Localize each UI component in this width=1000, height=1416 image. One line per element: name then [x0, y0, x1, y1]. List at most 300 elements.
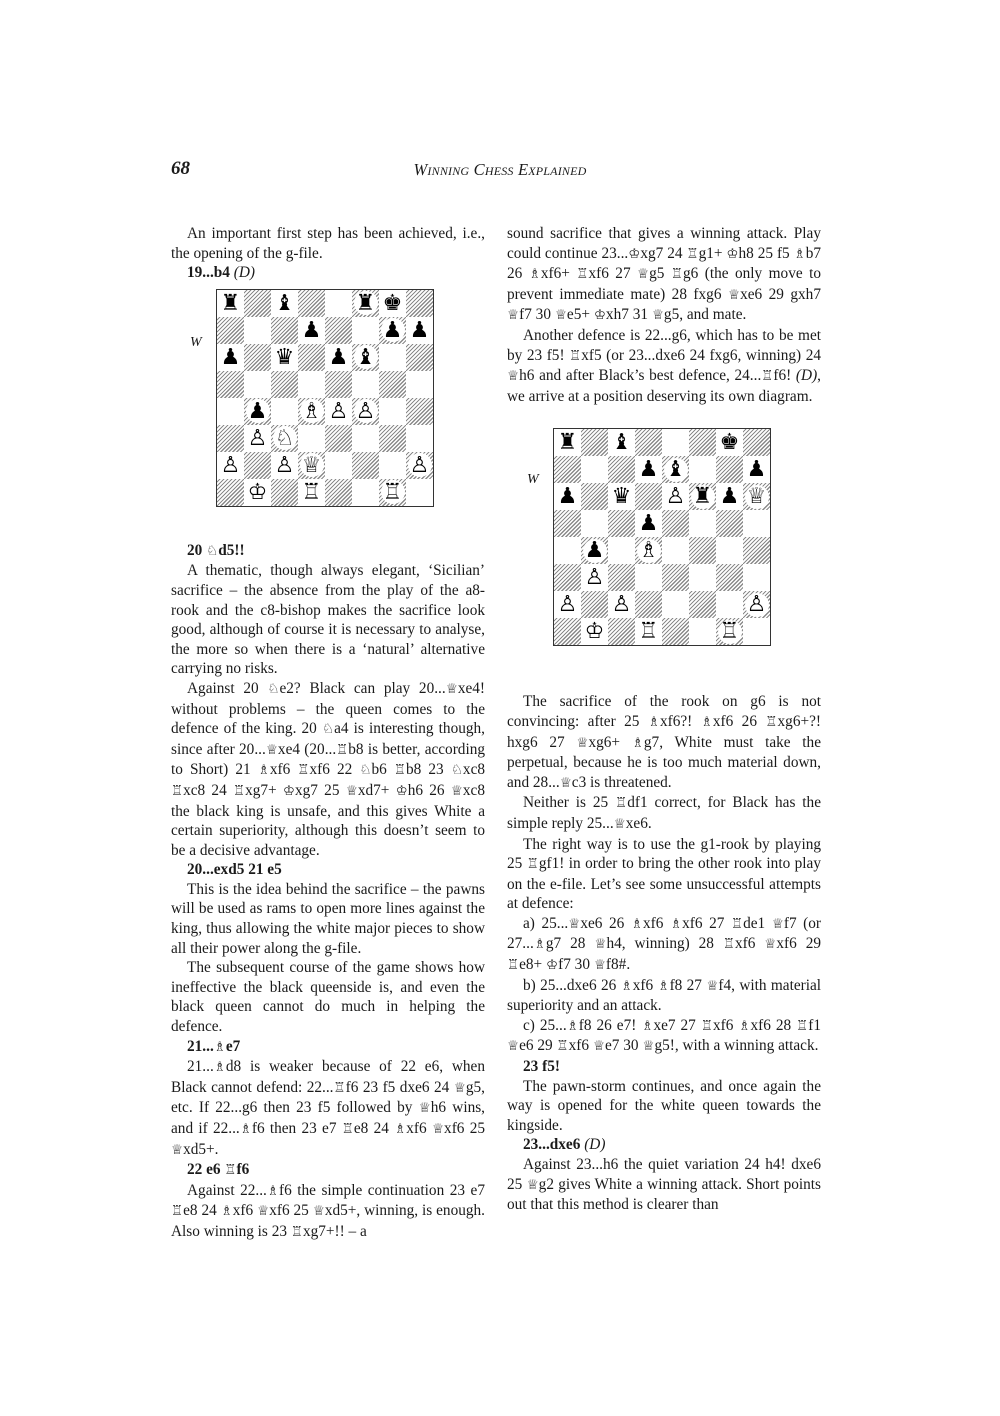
board-square — [662, 591, 689, 618]
board-square — [298, 344, 325, 371]
diagram-marker: (D) — [795, 367, 818, 385]
chess-piece: ♚ — [381, 291, 405, 315]
diagram-marker: (D) — [584, 1136, 606, 1154]
paragraph: The subsequent course of the game shows how ineffective the black queenside is, and even the black queen cannot do much in helping the defence. — [171, 959, 485, 1036]
board-square — [379, 371, 406, 398]
chess-piece: ♚ — [718, 431, 742, 455]
paragraph: Against 23...h6 the quiet variation 24 h4! dxe6 25 ♕g2 gives White a winning attack. Short points out that this method is clearer than — [507, 1156, 821, 1214]
board-square — [217, 344, 244, 371]
board-square — [689, 537, 716, 564]
piece-glyph: ♕ — [727, 286, 741, 303]
board-square — [217, 452, 244, 479]
chess-piece: ♙ — [354, 399, 378, 423]
piece-glyph: ♕ — [642, 1038, 655, 1055]
board-square — [379, 452, 406, 479]
board-square — [635, 537, 662, 564]
piece-glyph: ♔ — [282, 782, 295, 799]
piece-glyph: ♕ — [507, 307, 520, 324]
board-square — [716, 537, 743, 564]
piece-glyph: ♗ — [394, 1121, 407, 1137]
board-square — [352, 290, 379, 317]
piece-glyph: ♗ — [669, 915, 683, 932]
chess-piece: ♖ — [718, 620, 742, 644]
move-heading — [171, 263, 485, 283]
piece-glyph: ♗ — [630, 915, 643, 932]
board-square — [662, 564, 689, 591]
piece-glyph: ♕ — [613, 815, 626, 832]
piece-glyph: ♕ — [507, 368, 520, 385]
board-square — [352, 344, 379, 371]
board-square — [635, 564, 662, 591]
board-square — [662, 483, 689, 510]
board-square — [635, 591, 662, 618]
board-square — [271, 371, 298, 398]
chess-piece: ♝ — [354, 345, 378, 369]
board-square — [271, 398, 298, 425]
paragraph: A thematic, though always elegant, ‘Sicilian’ sacrifice – the absence from the play of the a8-rook and the c8-bishop makes the sacrifice look good, although of course it is necessary to analyse, the more so when there is a ‘natural’ alternative carrying no risks. — [171, 562, 485, 678]
board-square — [406, 479, 433, 506]
piece-glyph: ♕ — [764, 936, 777, 953]
chess-piece: ♟ — [300, 318, 324, 342]
chess-diagram — [507, 428, 821, 674]
board-square — [581, 429, 608, 456]
board-square — [662, 510, 689, 537]
piece-glyph: ♔ — [726, 245, 739, 262]
piece-glyph: ♕ — [576, 734, 589, 751]
chess-piece: ♖ — [637, 620, 661, 644]
board-square — [325, 344, 352, 371]
board-square — [406, 317, 433, 344]
board-square — [554, 537, 581, 564]
move-notation: 22 e6 ♖f6 — [187, 1161, 250, 1179]
piece-glyph: ♕ — [171, 1141, 184, 1158]
board-square — [716, 456, 743, 483]
board-square — [581, 618, 608, 645]
chess-diagram — [171, 289, 485, 533]
paragraph: Against 20 ♘e2? Black can play 20...♕xe4! without problems – the queen comes to the defence of the king. 20 ♘a4 is interesting though, since after 20...♕xe4 (20...♖b8 is better, according to Short) 21 ♗xf6 ♖xf6 22 ♘b6 ♖b8 23 ♘xc8 ♖xc8 24 ♖xg7+ ♔xg7 25 ♕xd7+ ♔h6 26 ♕xc8 the black king is unsafe, and this gives White a certain superiority, although this doesn’t seem to be a decisive advantage. — [171, 679, 486, 859]
piece-glyph: ♕ — [453, 1079, 466, 1096]
board-square — [662, 618, 689, 645]
move-notation: 23 f5! — [523, 1058, 560, 1076]
piece-glyph: ♕ — [637, 266, 650, 283]
board-square — [608, 537, 635, 564]
chess-piece: ♙ — [664, 485, 688, 509]
board-square — [325, 479, 352, 506]
piece-glyph: ♖ — [700, 1017, 713, 1034]
piece-glyph: ♗ — [213, 1038, 226, 1055]
piece-glyph: ♕ — [257, 1203, 270, 1220]
paragraph: c) 25...♗f8 26 e7! ♗xe7 27 ♖xf6 ♗xf6 28 ♖f1 ♕e6 29 ♖xf6 ♕e7 30 ♕g5!, with a winning attack. — [507, 1016, 821, 1055]
board-square — [581, 564, 608, 591]
board-square — [271, 344, 298, 371]
board-square — [716, 510, 743, 537]
chess-piece: ♜ — [691, 485, 715, 509]
board-square — [608, 591, 635, 618]
board-square — [581, 483, 608, 510]
board-square — [244, 398, 271, 425]
piece-glyph: ♗ — [620, 977, 633, 994]
piece-glyph: ♗ — [647, 713, 660, 730]
chess-piece: ♙ — [273, 453, 297, 477]
board-square — [325, 425, 352, 452]
board-square — [325, 317, 352, 344]
chess-board — [553, 428, 771, 646]
piece-glyph: ♗ — [213, 1059, 226, 1076]
board-square — [352, 425, 379, 452]
piece-glyph: ♕ — [706, 977, 719, 994]
chess-piece: ♙ — [610, 593, 634, 617]
board-square — [379, 425, 406, 452]
board-square — [635, 483, 662, 510]
board-square — [554, 483, 581, 510]
piece-glyph: ♗ — [631, 734, 644, 751]
chess-piece: ♖ — [381, 480, 405, 504]
piece-glyph: ♖ — [171, 1203, 184, 1220]
board-square — [406, 452, 433, 479]
board-square — [271, 425, 298, 452]
left-column — [171, 224, 485, 1243]
right-column — [507, 224, 821, 1215]
board-square — [716, 618, 743, 645]
board-square — [716, 564, 743, 591]
paragraph: Against 22...♗f6 the simple continuation 23 e7 ♖e8 24 ♗xf6 ♕xf6 25 ♕xd5+, winning, is enough. Also winning is 23 ♖xg7+!! – a — [171, 1181, 485, 1240]
board-square — [662, 456, 689, 483]
diagram-marker: (D) — [233, 264, 256, 282]
side-to-move-label: W — [527, 472, 539, 488]
board-square — [743, 618, 770, 645]
board-square — [635, 618, 662, 645]
move-heading — [507, 1135, 821, 1155]
board-square — [217, 425, 244, 452]
chess-piece: ♟ — [637, 512, 661, 536]
chess-piece: ♛ — [273, 345, 297, 369]
piece-glyph: ♕ — [651, 307, 664, 324]
board-square — [379, 479, 406, 506]
piece-glyph: ♗ — [793, 245, 806, 262]
piece-glyph: ♖ — [569, 347, 582, 364]
chess-piece: ♝ — [273, 291, 297, 315]
board-square — [608, 429, 635, 456]
board-square — [743, 591, 770, 618]
piece-glyph: ♖ — [576, 266, 589, 283]
piece-glyph: ♔ — [628, 245, 641, 262]
chess-piece: ♖ — [300, 480, 324, 504]
piece-glyph: ♖ — [341, 1121, 354, 1137]
piece-glyph: ♕ — [771, 915, 784, 932]
board-square — [716, 429, 743, 456]
page-header — [0, 158, 1000, 188]
piece-glyph: ♕ — [592, 1038, 605, 1055]
board-square — [689, 564, 716, 591]
piece-glyph: ♗ — [641, 1017, 654, 1034]
piece-glyph: ♕ — [345, 782, 358, 799]
piece-glyph: ♗ — [528, 266, 541, 283]
board-square — [352, 398, 379, 425]
board-square — [689, 591, 716, 618]
board-square — [217, 398, 244, 425]
chess-piece: ♘ — [273, 426, 297, 450]
board-square — [271, 479, 298, 506]
paragraph: The pawn-storm continues, and once again the way is opened for the white queen towards the kingside. — [507, 1077, 821, 1134]
board-square — [689, 618, 716, 645]
board-square — [352, 452, 379, 479]
piece-glyph: ♕ — [593, 957, 606, 974]
piece-glyph: ♖ — [556, 1038, 569, 1055]
piece-glyph: ♕ — [559, 774, 572, 791]
piece-glyph: ♕ — [265, 741, 278, 758]
piece-glyph: ♗ — [220, 1203, 233, 1220]
board-square — [689, 510, 716, 537]
board-square — [716, 591, 743, 618]
piece-glyph: ♖ — [730, 915, 744, 932]
board-square — [244, 479, 271, 506]
paragraph: Neither is 25 ♖df1 correct, for Black has the simple reply 25...♕xe6. — [507, 794, 821, 832]
chess-piece: ♔ — [583, 620, 607, 644]
chess-piece: ♝ — [664, 458, 688, 482]
board-square — [244, 290, 271, 317]
chess-piece: ♙ — [219, 453, 243, 477]
paragraph: sound sacrifice that gives a winning attack. Play could continue 23...♔xg7 24 ♖g1+ ♔h8 25 f5 ♗b7 26 ♗xf6+ ♖xf6 27 ♕g5 ♖g6 (the only move to prevent immediate mate) 28 fxg6 ♕xe6 29 gxh7 ♕f7 30 ♕e5+ ♔xh7 31 ♕g5, and mate. — [507, 225, 822, 324]
chess-piece: ♟ — [246, 399, 270, 423]
chess-piece: ♙ — [556, 593, 580, 617]
chess-piece: ♜ — [556, 431, 580, 455]
piece-glyph: ♖ — [232, 782, 246, 799]
piece-glyph: ♖ — [722, 936, 735, 953]
board-square — [271, 317, 298, 344]
board-square — [608, 564, 635, 591]
board-square — [743, 483, 770, 510]
piece-glyph: ♗ — [257, 762, 270, 779]
board-square — [325, 290, 352, 317]
board-square — [298, 425, 325, 452]
board-square — [608, 618, 635, 645]
board-square — [298, 290, 325, 317]
board-square — [554, 591, 581, 618]
board-square — [743, 564, 770, 591]
chess-piece: ♗ — [300, 399, 324, 423]
board-square — [379, 398, 406, 425]
piece-glyph: ♖ — [290, 1223, 303, 1240]
board-square — [406, 398, 433, 425]
piece-glyph: ♕ — [554, 307, 567, 324]
move-heading — [171, 860, 485, 880]
board-square — [581, 537, 608, 564]
chess-piece: ♕ — [300, 453, 324, 477]
piece-glyph: ♖ — [796, 1017, 809, 1034]
chess-piece: ♙ — [246, 426, 270, 450]
board-square — [743, 456, 770, 483]
chess-piece: ♕ — [745, 485, 769, 509]
piece-glyph: ♖ — [297, 762, 310, 779]
board-square — [743, 537, 770, 564]
board-square — [379, 317, 406, 344]
board-square — [635, 456, 662, 483]
side-to-move-label: W — [190, 334, 202, 350]
move-notation: 20 ♘d5!! — [187, 541, 245, 559]
board-square — [325, 398, 352, 425]
piece-glyph: ♖ — [526, 856, 539, 873]
chess-piece: ♟ — [327, 345, 351, 369]
board-square — [608, 510, 635, 537]
board-square — [298, 398, 325, 425]
piece-glyph: ♘ — [359, 762, 372, 779]
piece-glyph: ♘ — [267, 680, 280, 697]
move-notation: 21...♗e7 — [187, 1037, 241, 1055]
board-square — [689, 429, 716, 456]
chess-board — [216, 289, 434, 507]
move-notation: 23...dxe6 — [523, 1136, 581, 1154]
chess-piece: ♛ — [610, 485, 634, 509]
board-square — [352, 317, 379, 344]
board-square — [635, 429, 662, 456]
board-square — [554, 510, 581, 537]
chess-piece: ♙ — [583, 566, 607, 590]
piece-glyph: ♗ — [566, 1017, 579, 1034]
board-square — [554, 456, 581, 483]
board-square — [298, 317, 325, 344]
board-square — [271, 290, 298, 317]
board-square — [554, 564, 581, 591]
piece-glyph: ♔ — [593, 307, 606, 324]
chess-piece: ♟ — [408, 318, 432, 342]
board-square — [217, 371, 244, 398]
board-square — [244, 452, 271, 479]
board-square — [554, 429, 581, 456]
piece-glyph: ♕ — [418, 1100, 431, 1117]
chess-piece: ♟ — [381, 318, 405, 342]
piece-glyph: ♗ — [738, 1017, 751, 1034]
board-square — [298, 371, 325, 398]
piece-glyph: ♔ — [546, 957, 559, 974]
board-square — [379, 290, 406, 317]
piece-glyph: ♗ — [657, 977, 670, 994]
piece-glyph: ♕ — [431, 1121, 445, 1137]
piece-glyph: ♖ — [615, 795, 628, 812]
chess-piece: ♟ — [219, 345, 243, 369]
board-square — [662, 537, 689, 564]
piece-glyph: ♘ — [206, 542, 219, 559]
piece-glyph: ♕ — [526, 1176, 539, 1193]
board-square — [608, 456, 635, 483]
board-square — [325, 371, 352, 398]
board-square — [581, 510, 608, 537]
paragraph: This is the idea behind the sacrifice – the pawns will be used as rams to open more lines against the king, thus allowing the white major pieces to show all their power along the g-file. — [171, 880, 485, 957]
piece-glyph: ♖ — [765, 713, 778, 730]
piece-glyph: ♘ — [321, 721, 335, 738]
chess-piece: ♟ — [637, 458, 661, 482]
piece-glyph: ♕ — [450, 782, 463, 799]
piece-glyph: ♖ — [171, 782, 184, 799]
piece-glyph: ♗ — [533, 936, 546, 953]
paragraph: b) 25...dxe6 26 ♗xf6 ♗f8 27 ♕f4, with material superiority and an attack. — [507, 976, 821, 1015]
board-square — [217, 479, 244, 506]
board-square — [406, 344, 433, 371]
chess-piece: ♜ — [219, 291, 243, 315]
paragraph: The sacrifice of the rook on g6 is not convincing: after 25 ♗xf6?! ♗xf6 26 ♖xg6+?! hxg6 27 ♕xg6+ ♗g7, White must take the perpetual, because he is too much material down, and 28...♕c3 is threatened. — [507, 693, 821, 791]
board-square — [244, 344, 271, 371]
board-square — [298, 452, 325, 479]
chess-piece: ♙ — [327, 399, 351, 423]
board-square — [244, 317, 271, 344]
board-square — [581, 591, 608, 618]
board-square — [217, 290, 244, 317]
board-square — [743, 429, 770, 456]
board-square — [379, 344, 406, 371]
chess-piece: ♟ — [583, 539, 607, 563]
paragraph: a) 25...♕xe6 26 ♗xf6 ♗xf6 27 ♖de1 ♕f7 (or 27...♗g7 28 ♕h4, winning) 28 ♖xf6 ♕xf6 29 ♖e8+ ♔f7 30 ♕f8#. — [507, 914, 822, 974]
chess-piece: ♝ — [610, 431, 634, 455]
board-square — [662, 429, 689, 456]
move-notation: 20...exd5 21 e5 — [187, 861, 282, 879]
paragraph: 21...♗d8 is weaker because of 22 e6, when Black cannot defend: 22...♖f6 23 f5 dxe6 24 ♕g5, etc. If 22...g6 then 23 f5 followed by ♕h6 wins, and if 22...♗f6 then 23 e7 ♖e8 24 ♗xf6 ♕xf6 25 ♕xd5+. — [171, 1058, 486, 1158]
chess-piece: ♙ — [408, 453, 432, 477]
board-square — [689, 456, 716, 483]
piece-glyph: ♔ — [395, 782, 408, 799]
page-number: 68 — [171, 158, 190, 179]
piece-glyph: ♗ — [239, 1121, 252, 1137]
board-square — [325, 452, 352, 479]
chess-piece: ♟ — [745, 458, 769, 482]
paragraph: The right way is to use the g1-rook by playing 25 ♖gf1! in order to bring the other rook into play on the e-file. Let’s see some unsuccessful attempts at defence: — [507, 835, 821, 913]
board-square — [271, 452, 298, 479]
piece-glyph: ♘ — [450, 762, 463, 779]
piece-glyph: ♕ — [594, 936, 607, 953]
piece-glyph: ♕ — [312, 1203, 325, 1220]
piece-glyph: ♗ — [266, 1182, 279, 1199]
chess-piece: ♙ — [745, 593, 769, 617]
piece-glyph: ♖ — [507, 957, 520, 974]
board-square — [608, 483, 635, 510]
board-square — [217, 317, 244, 344]
piece-glyph: ♕ — [507, 1038, 520, 1055]
piece-glyph: ♖ — [393, 762, 406, 779]
move-heading — [171, 1037, 485, 1058]
paragraph: An important first step has been achieved, i.e., the opening of the g-file. — [171, 225, 485, 262]
board-square — [554, 618, 581, 645]
board-square — [716, 483, 743, 510]
chess-piece: ♟ — [556, 485, 580, 509]
piece-glyph: ♖ — [333, 1079, 346, 1096]
piece-glyph: ♖ — [761, 368, 774, 385]
board-square — [352, 479, 379, 506]
paragraph: Another defence is 22...g6, which has to be met by 23 f5! ♖xf5 (or 23...dxe6 24 fxg6, winning) 24 ♕h6 and after Black’s best defence, 24...♖f6! (D), we arrive at a position deserving its own diagram. — [507, 326, 821, 405]
piece-glyph: ♖ — [224, 1162, 237, 1179]
piece-glyph: ♖ — [670, 266, 684, 283]
board-square — [743, 510, 770, 537]
board-square — [406, 371, 433, 398]
chess-piece: ♜ — [354, 291, 378, 315]
piece-glyph: ♖ — [336, 741, 349, 758]
board-square — [298, 479, 325, 506]
board-square — [689, 483, 716, 510]
chess-piece: ♟ — [718, 485, 742, 509]
board-square — [244, 425, 271, 452]
board-square — [406, 425, 433, 452]
move-heading — [171, 541, 485, 562]
board-square — [406, 290, 433, 317]
piece-glyph: ♕ — [568, 915, 581, 932]
board-square — [352, 371, 379, 398]
piece-glyph: ♕ — [445, 680, 458, 697]
piece-glyph: ♖ — [686, 245, 699, 262]
board-square — [581, 456, 608, 483]
move-notation: 19...b4 — [187, 264, 230, 282]
board-square — [244, 371, 271, 398]
running-title: Winning Chess Explained — [413, 160, 587, 179]
move-heading — [507, 1057, 821, 1077]
chess-piece: ♔ — [246, 480, 270, 504]
move-heading — [171, 1160, 485, 1181]
